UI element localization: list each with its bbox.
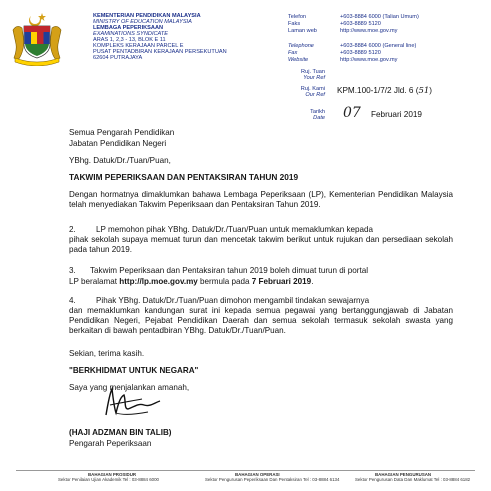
address-line: ARAS 1, 2,3 - 13, BLOK E 11	[93, 37, 166, 43]
website-link[interactable]: http://www.moe.gov.my	[340, 57, 398, 63]
date-label-ms: Tarikh	[310, 109, 325, 115]
footer-divider	[16, 470, 475, 471]
contact-label: Website	[288, 57, 309, 63]
paragraph-number: 4.	[69, 296, 76, 305]
paragraph-3-first-line: Takwim Peperiksaan dan Pentaksiran tahun 2019 boleh dimuat turun di portal	[90, 266, 369, 275]
sign-off: Saya yang menjalankan amanah,	[69, 383, 190, 392]
motto: "BERKHIDMAT UNTUK NEGARA"	[69, 366, 199, 375]
your-ref-label-ms: Ruj. Tuan	[301, 69, 325, 75]
malaysia-coat-of-arms-icon	[9, 10, 65, 66]
paragraph-3-second-line: LP beralamat http://lp.moe.gov.my bermula pada 7 Februari 2019.	[69, 277, 314, 286]
address-line: 62604 PUTRAJAYA	[93, 55, 143, 61]
contact-label: Telefon	[288, 14, 307, 20]
ministry-name-en: MINISTRY OF EDUCATION MALAYSIA	[93, 19, 192, 25]
paragraph-1: Dengan hormatnya dimaklumkan bahawa Lembaga Peperiksaan (LP), Kementerian Pendidikan Malaysia telah menyediakan Takwim Peperiksaan dan Pentaksiran Tahun 2019.	[69, 190, 453, 209]
portal-url-link[interactable]: http://lp.moe.gov.my	[119, 277, 198, 286]
footer-column: BAHAGIAN PENGURUSAN Sektor Pengurusan Data Dan Maklumat Tel : 03-8884 6182	[355, 472, 471, 482]
signer-title: Pengarah Peperiksaan	[69, 439, 152, 448]
closing-thanks: Sekian, terima kasih.	[69, 349, 145, 358]
subject-heading: TAKWIM PEPERIKSAAN DAN PENTAKSIRAN TAHUN 2019	[69, 172, 299, 182]
website-link[interactable]: http://www.moe.gov.my	[340, 28, 398, 34]
contact-value: +603-8889 5120	[340, 50, 381, 56]
contact-label: Laman web	[288, 28, 317, 34]
paragraph-4-rest: dan memaklumkan kandungan surat ini kepada semua pegawai yang bertanggungjawab di Jabatan Pendidikan Negeri, Pejabat Pendidikan Daerah dan semua sekolah termasuk sekolah swasta yang berkaitan di bawah pentadbiran YBhg. Datuk/Dr./Tuan/Puan.	[69, 306, 453, 335]
our-ref-value: KPM.100-1/7/2 Jld. 6 (51)	[337, 86, 433, 96]
address-line: KOMPLEKS KERAJAAN PARCEL E	[93, 43, 184, 49]
handwritten-signature	[98, 385, 168, 421]
date-value: Februari 2019	[371, 110, 422, 119]
recipient-line: Semua Pengarah Pendidikan	[69, 128, 175, 137]
contact-value: +603-8889 5120	[340, 21, 381, 27]
your-ref-label-en: Your Ref	[303, 75, 325, 81]
contact-label: Fax	[288, 50, 298, 56]
paragraph-4-first-line: Pihak YBhg. Datuk/Dr./Tuan/Puan dimohon mengambil tindakan sewajarnya	[96, 296, 370, 305]
board-name-en: EXAMINATIONS SYNDICATE	[93, 31, 169, 37]
signer-name: (HAJI ADZMAN BIN TALIB)	[69, 428, 172, 437]
contact-value: +603-8884 6000 (Talian Umum)	[340, 14, 419, 20]
paragraph-number: 3.	[69, 266, 76, 275]
date-day-handwritten: 07	[343, 105, 361, 121]
contact-label: Telephone	[288, 43, 314, 49]
salutation: YBhg. Datuk/Dr./Tuan/Puan,	[69, 156, 171, 165]
address-line: PUSAT PENTADBIRAN KERAJAAN PERSEKUTUAN	[93, 49, 227, 55]
ministry-name-ms: KEMENTERIAN PENDIDIKAN MALAYSIA	[93, 13, 201, 19]
board-name-ms: LEMBAGA PEPERIKSAAN	[93, 25, 164, 31]
letter-footer	[0, 470, 491, 491]
paragraph-number: 2.	[69, 225, 76, 234]
start-date: 7 Februari 2019	[251, 277, 312, 286]
our-ref-label-ms: Ruj. Kami	[300, 86, 325, 92]
footer-column: BAHAGIAN OPERASI Sektor Pengurusan Peperiksaan Dan Pentaksiran Tel : 03-8884 6134	[205, 472, 340, 482]
our-ref-label-en: Our Ref	[305, 92, 325, 98]
our-ref-handwritten-number: 51	[418, 86, 430, 96]
contact-label: Faks	[288, 21, 301, 27]
footer-column: BAHAGIAN PROSIDUR Sektor Penilaian Ujian Akademik Tel : 03-8884 6000	[58, 472, 159, 482]
paragraph-2-first-line: LP memohon pihak YBhg. Datuk/Dr./Tuan/Puan untuk memaklumkan kepada	[96, 225, 373, 234]
contact-value: +603-8884 6000 (General line)	[340, 43, 417, 49]
recipient-line: Jabatan Pendidikan Negeri	[69, 139, 167, 148]
date-label-en: Date	[313, 115, 325, 121]
paragraph-2-rest: pihak sekolah supaya memuat turun dan mencetak takwim berikut untuk rujukan dan persediaan sekolah pada tahun 2019.	[69, 235, 453, 254]
